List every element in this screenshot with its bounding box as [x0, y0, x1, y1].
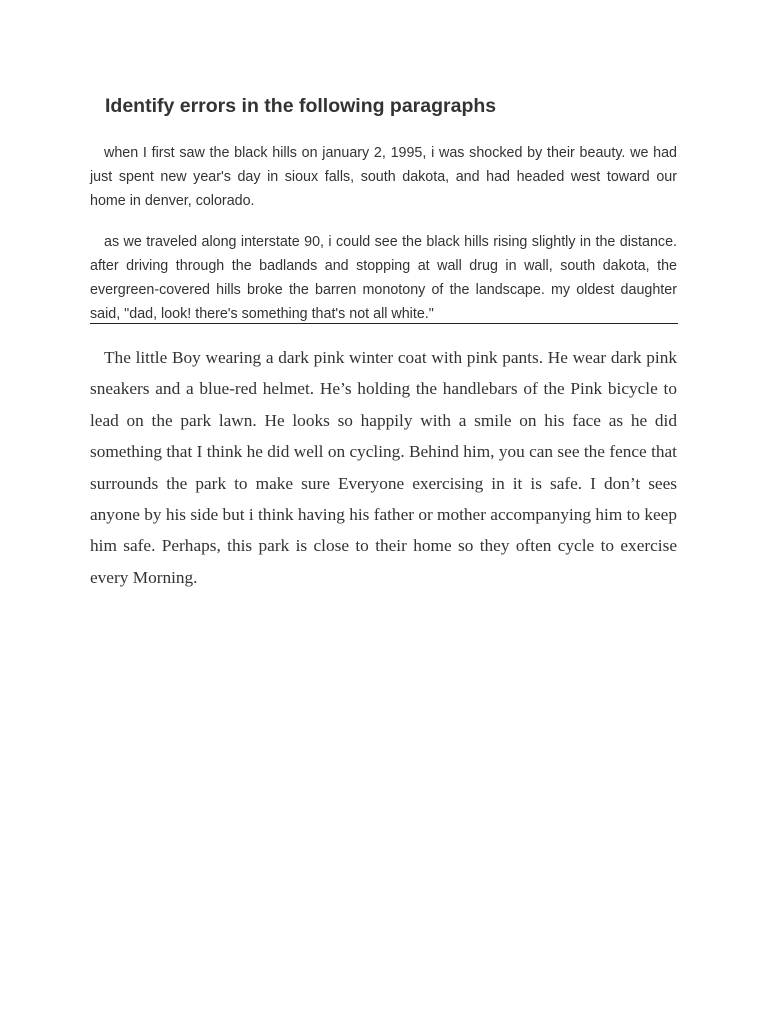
divider-line [90, 323, 678, 324]
answer-paragraph: The little Boy wearing a dark pink winter coat with pink pants. He wear dark pink sneakers and a blue-red helmet. He’s holding the handlebars of the Pink bicycle to lead on the park lawn. He looks so happily with a smile on his face as he did something that I think he did well on cycling. Behind him, you can see the fence that surrounds the park to make sure Everyone exercising in it is safe. I don’t sees anyone by his side but i think having his father or mother accompanying him to keep him safe. Perhaps, this park is close to their home so they often cycle to exercise every Morning. [90, 348, 677, 587]
exercise-paragraph-1: when I first saw the black hills on january 2, 1995, i was shocked by their beauty. we had just spent new year's day in sioux falls, south dakota, and had headed west toward our home in denver, colorado. [90, 145, 677, 209]
page-heading: Identify errors in the following paragraphs [105, 95, 497, 117]
exercise-paragraph-2: as we traveled along interstate 90, i could see the black hills rising slightly in the distance. after driving through the badlands and stopping at wall drug in wall, south dakota, the evergreen-covered hills broke the barren monotony of the landscape. my oldest daughter said, "dad, look! there's something that's not all white." [90, 234, 677, 322]
